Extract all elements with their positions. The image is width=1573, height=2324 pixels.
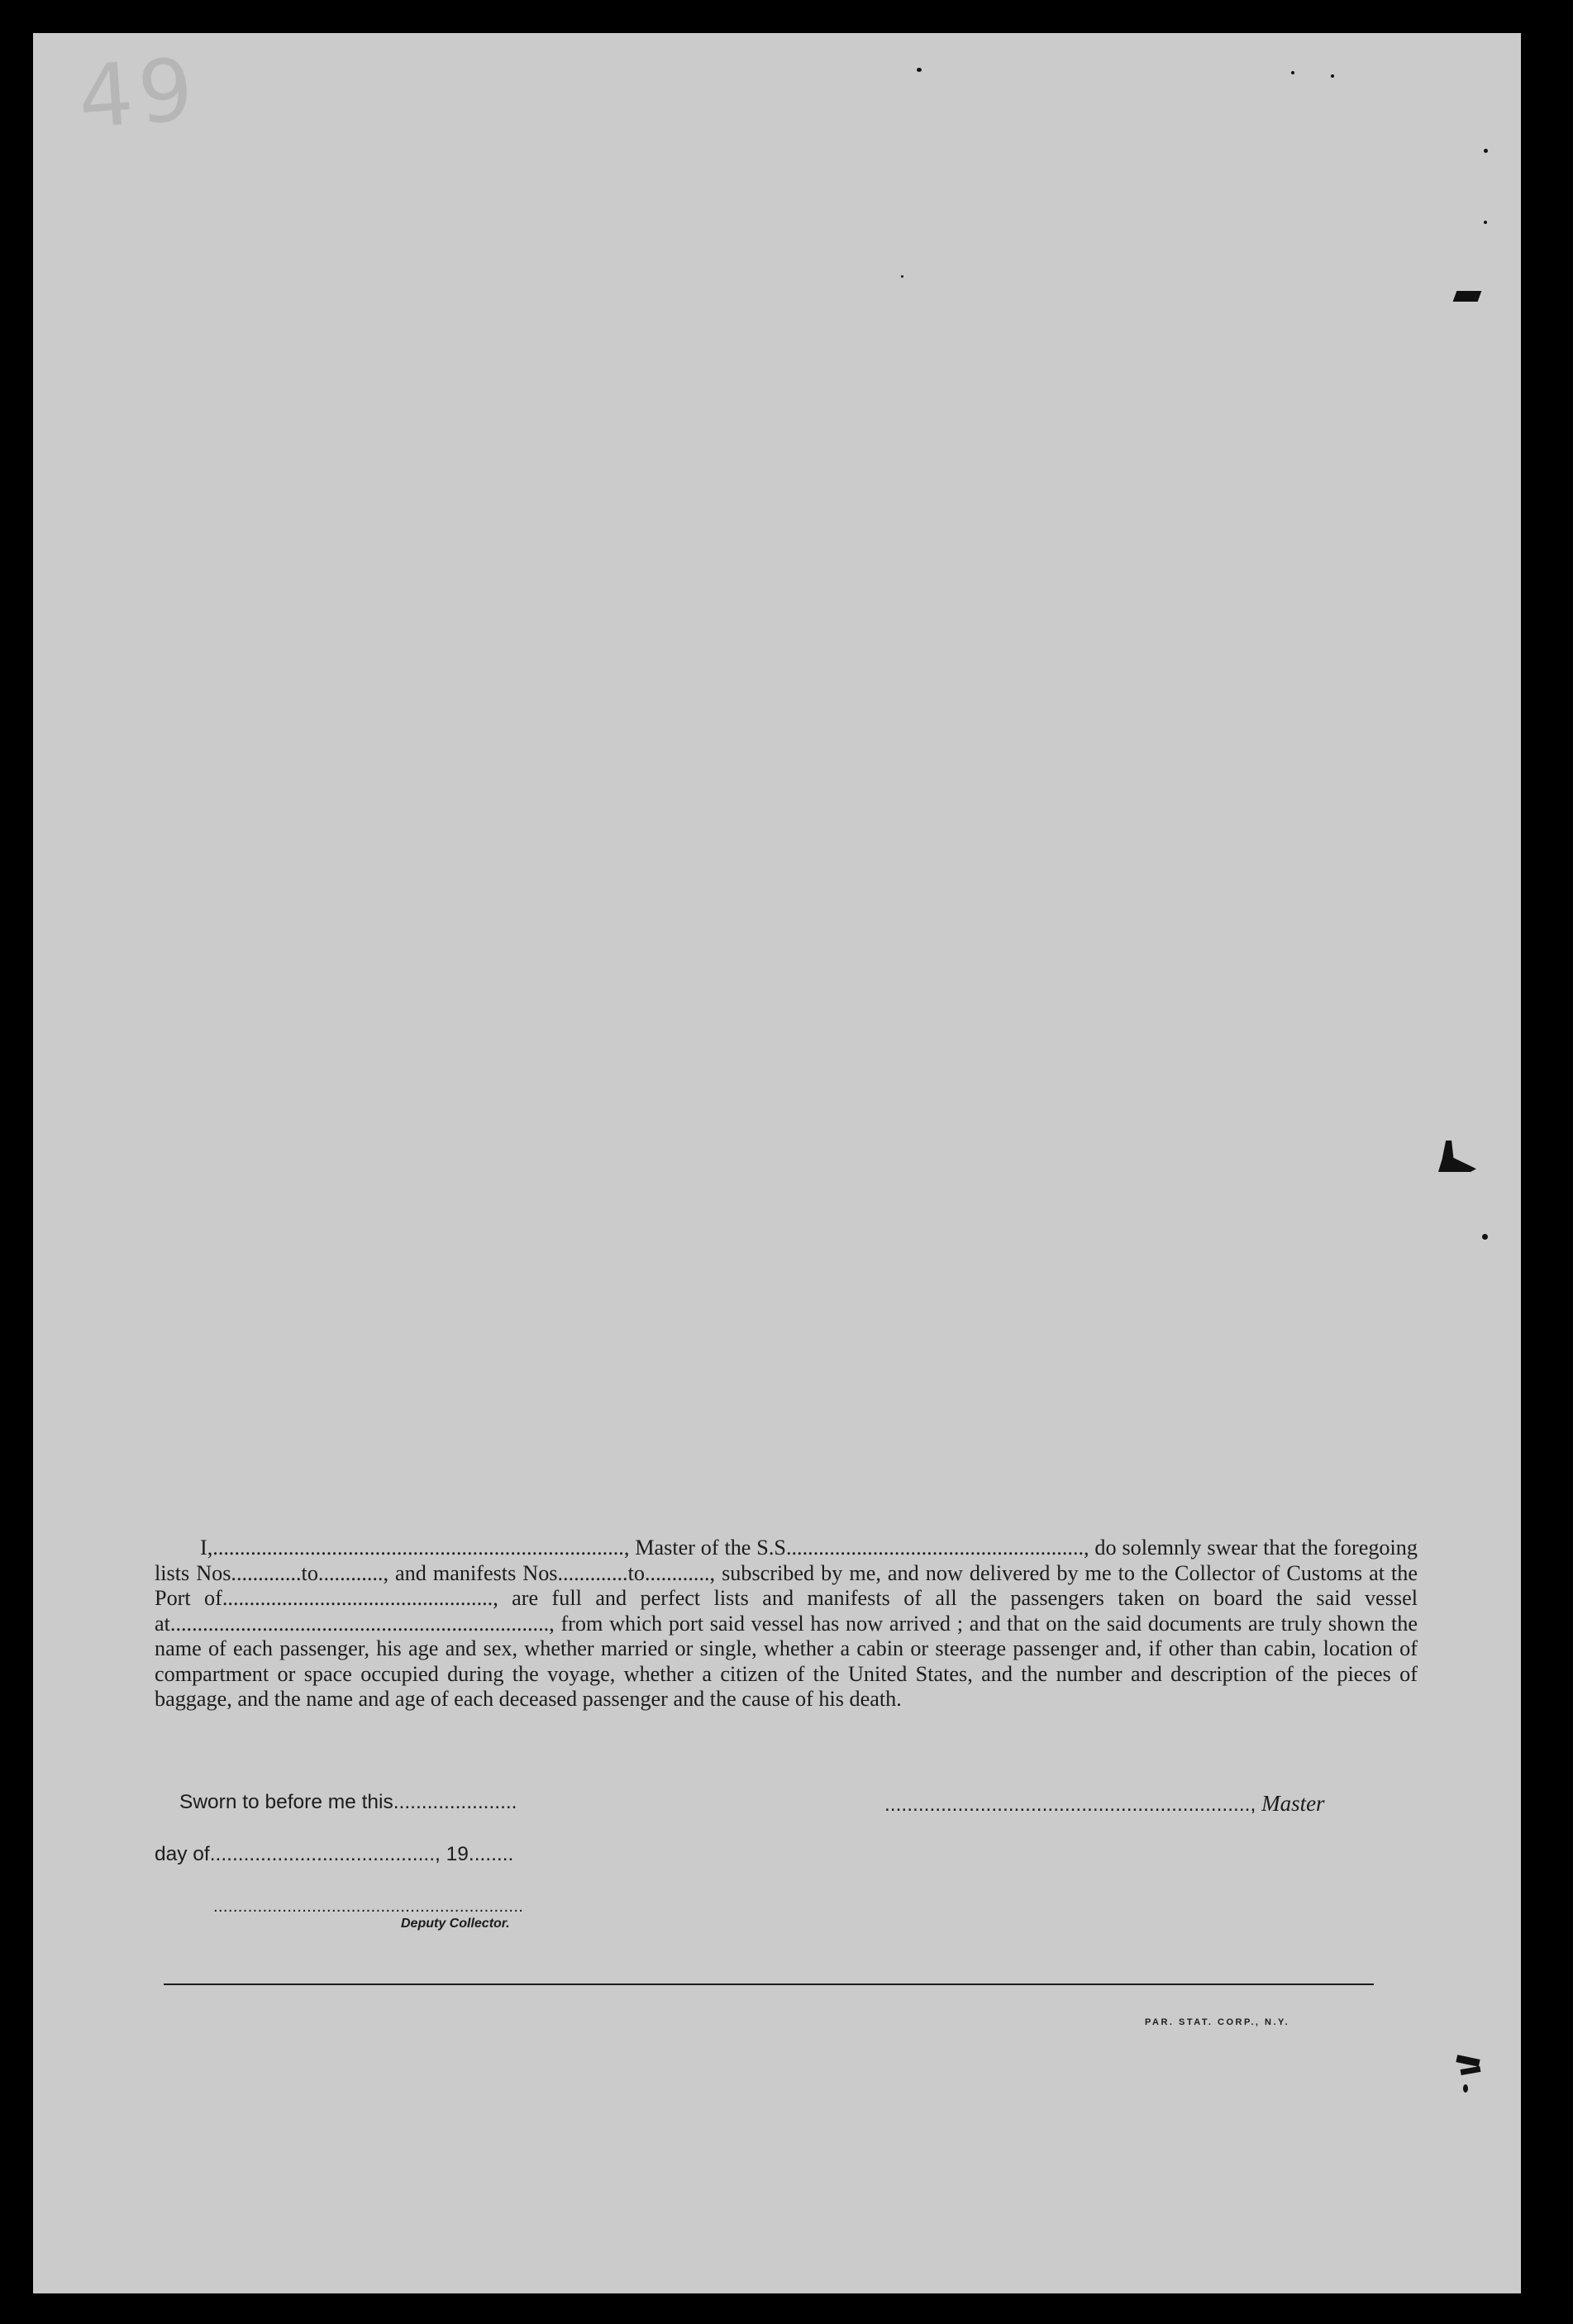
scan-speck [1331, 74, 1334, 78]
manifest-page [33, 33, 1521, 2293]
master-signature-line [884, 1791, 1325, 1817]
scan-blot [1453, 291, 1482, 302]
scan-blot [1456, 2055, 1480, 2067]
scan-blot [1438, 1141, 1476, 1172]
scan-speck [1482, 1234, 1488, 1240]
scan-speck [917, 68, 922, 72]
horizontal-rule [164, 1983, 1374, 1985]
scan-speck [901, 275, 903, 278]
scan-speck [1484, 221, 1487, 224]
scan-blot [1461, 2066, 1481, 2075]
scan-speck [1463, 2084, 1468, 2093]
deputy-signature-line: ............................................................... [213, 1898, 524, 1916]
scan-speck [1291, 71, 1294, 74]
page-number: 49 [74, 39, 202, 148]
oath-paragraph: I,............................................................................, Master of the S.S......................................................., do solemnly swear that the foregoing lists Nos.............to............, and manifests Nos.............to............, subscribed by me, and now delivered by me to the Collector of Customs at the Port of.................................................., are full and perfect lists and manifests of all the passengers taken on board the said vessel at......................................................................, from which port said vessel has now arrived ; and that on the said documents are truly shown the name of each passenger, his age and sex, whether married or single, whether a cabin or steerage passenger and, if other than cabin, location of compartment or space occupied during the voyage, whether a citizen of the United States, and the number and description of the pieces of baggage, and the name and age of each deceased passenger and the cause of his death. [155, 1536, 1418, 1711]
master-oath-statement [155, 1536, 1418, 1712]
day-of-line: day of........................................, 19........ [155, 1843, 514, 1865]
master-signature-dots: ................................................................., [884, 1793, 1256, 1816]
scan-speck [1484, 149, 1488, 153]
deputy-collector-label: Deputy Collector. [401, 1917, 510, 1931]
sworn-before-line: Sworn to before me this...................... [179, 1791, 517, 1813]
printer-imprint: PAR. STAT. CORP., N.Y. [1145, 2017, 1290, 2027]
master-label: Master [1261, 1791, 1325, 1816]
